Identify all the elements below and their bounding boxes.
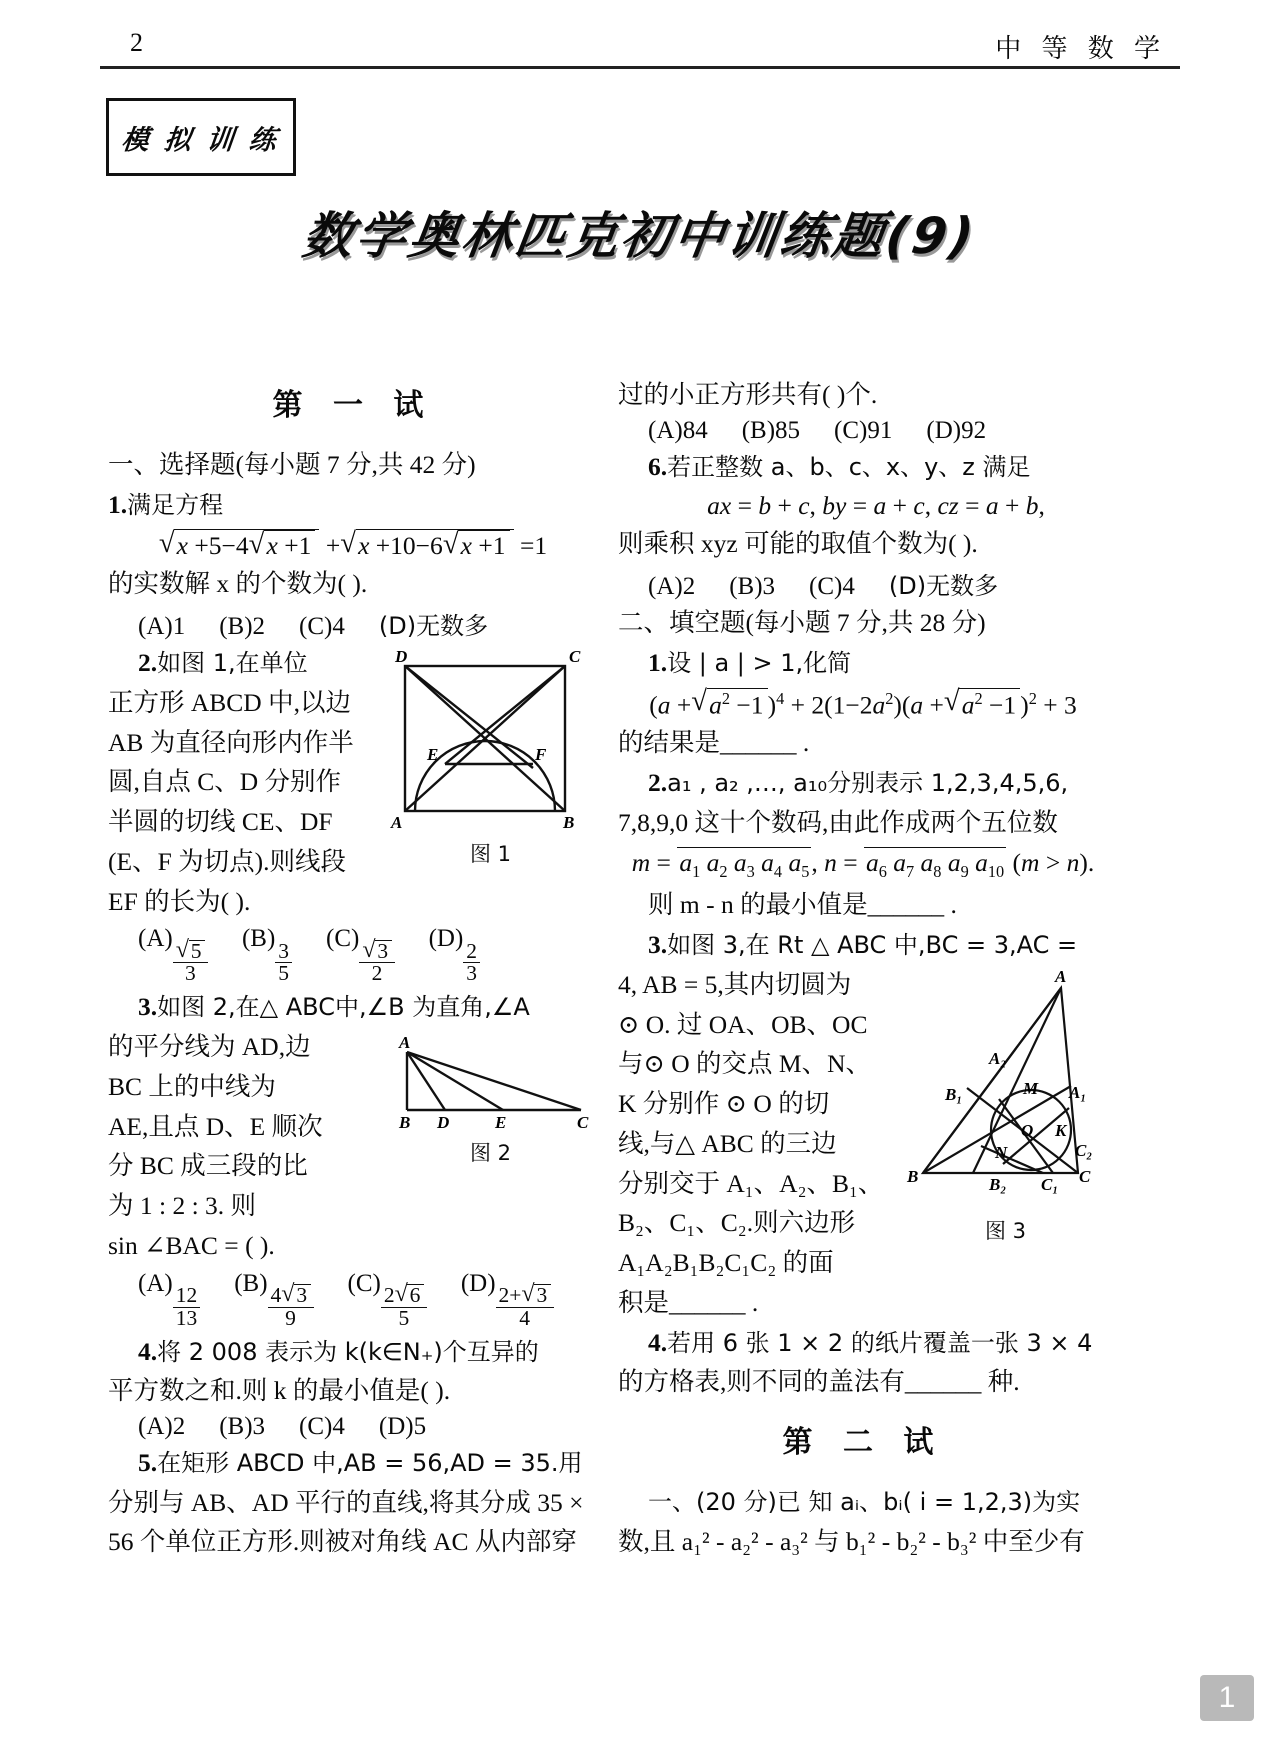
fill-3-line-7: 分别交于 A₁、A₂、B₁、 xyxy=(618,1168,884,1198)
figure-3-caption: 图 3 xyxy=(984,1218,1027,1243)
figure-2-drawing xyxy=(383,1030,598,1135)
figure-3-label-O: O xyxy=(1021,1120,1034,1140)
problem-4-option-d[interactable]: (D)5 xyxy=(378,1412,427,1440)
problem-3-line-6: 为 1 : 2 : 3. 则 xyxy=(108,1191,257,1221)
problem-6-option-d[interactable]: (D)无数多 xyxy=(888,572,999,601)
fill-4-line-2: 的方格表,则不同的盖法有______ 种. xyxy=(618,1367,1020,1397)
problem-4-number: 4. xyxy=(138,1336,158,1366)
fill-1-lead: 设 | a | > 1,化简 xyxy=(667,648,852,677)
problem-6-options xyxy=(618,566,1108,601)
figure-1-label-C: C xyxy=(569,647,581,667)
problem-2-line-5: 半圆的切线 CE、DF xyxy=(108,807,333,837)
figure-3-label-A2: A₂ xyxy=(989,1048,1007,1068)
problem-4-option-a[interactable]: (A)2 xyxy=(138,1412,186,1440)
fill-3-line-10: 积是______ . xyxy=(618,1287,759,1317)
fill-3-line-1: 如图 3,在 Rt △ ABC 中,BC = 3,AC = xyxy=(667,931,1078,960)
problem-3-option-a[interactable]: (A) $\frac{12}{13}$ xyxy=(138,1270,200,1330)
figure-3-label-B1: B₁ xyxy=(945,1084,963,1104)
journal-name: 中 等 数 学 xyxy=(995,34,1166,64)
problem-3-option-d[interactable]: (D) $\frac{2+ √ 3}{4}$ xyxy=(461,1270,554,1330)
page-title: 数学奥林匹克初中训练题(9) xyxy=(299,207,980,265)
problem-6-number: 6. xyxy=(648,451,668,481)
problem-2-line-3: AB 为直径向形内作半 xyxy=(108,727,354,757)
problem-1-option-c[interactable]: (C)4 xyxy=(299,613,345,641)
problem-2-option-b[interactable]: (B) $\frac{3}{5}$ xyxy=(242,925,292,985)
problem-5-option-a[interactable]: (A)84 xyxy=(648,416,708,444)
problem-2-line-4: 圆,自点 C、D 分别作 xyxy=(108,767,342,797)
problem-3-option-b[interactable]: (B) $\frac{4 √ 3}{9}$ xyxy=(234,1270,313,1330)
fill-3-line-2: 4, AB = 5,其内切圆为 xyxy=(618,969,852,999)
problem-5-number: 5. xyxy=(138,1447,158,1477)
problem-2-option-a[interactable]: (A) √ $\frac{5}{3}$ xyxy=(138,925,208,985)
figure-1-label-B: B xyxy=(563,813,575,833)
figure-2-label-C: C xyxy=(577,1113,589,1133)
problem-2-line-1: 如图 1,在单位 xyxy=(157,649,308,678)
problem-5-line-2: 分别与 AB、AD 平行的直线,将其分成 35 × xyxy=(108,1487,584,1517)
fill-1-equation: (a + √ $a^2 -1$ )$^4 + 2(1-2a^2)(a$ + √ $a^2 -1$ )$^2$ + 3 xyxy=(618,688,1108,721)
figure-3-label-M: M xyxy=(1023,1078,1039,1098)
problem-3-option-c[interactable]: (C) $\frac{2 √ 6}{5}$ xyxy=(348,1270,427,1330)
figure-3-drawing xyxy=(903,968,1108,1213)
fill-3-line-5: K 分别作 ⊙ O 的切 xyxy=(618,1089,830,1119)
second-1-line-1: (20 分)已 知 aᵢ、bᵢ( i = 1,2,3)为实 xyxy=(696,1488,1081,1517)
problem-1-option-d[interactable]: (D)无数多 xyxy=(378,612,489,641)
figure-3-label-C1: C₁ xyxy=(1041,1174,1059,1194)
problem-4-option-c[interactable]: (C)4 xyxy=(299,1412,345,1440)
fill-2-line-2: 7,8,9,0 这十个数码,由此作成两个五位数 xyxy=(618,807,1058,837)
right-column xyxy=(618,376,1108,1562)
fill-3-number: 3. xyxy=(648,930,668,960)
figure-2-label-A: A xyxy=(399,1033,411,1053)
figure-1-caption: 图 1 xyxy=(469,842,512,867)
figure-3-label-A1: A₁ xyxy=(1069,1082,1087,1102)
figure-3-label-C2: C₂ xyxy=(1075,1140,1093,1160)
figure-2 xyxy=(383,1030,598,1167)
left-column xyxy=(108,376,598,1563)
problem-2-line-6: (E、F 为切点).则线段 xyxy=(108,846,346,876)
corner-page-badge: 1 xyxy=(1200,1675,1254,1721)
problem-1-options xyxy=(108,606,598,641)
problem-5-option-c[interactable]: (C)91 xyxy=(834,416,893,444)
figure-1 xyxy=(383,646,598,868)
section-first-round: 第 一 试 xyxy=(272,388,434,423)
problem-6-option-b[interactable]: (B)3 xyxy=(729,573,776,601)
figure-3-label-A: A xyxy=(1055,967,1067,986)
problem-3-options xyxy=(108,1270,598,1330)
problem-2-line-7: EF 的长为( ). xyxy=(108,886,251,916)
fill-3-line-3: ⊙ O. 过 OA、OB、OC xyxy=(618,1009,868,1039)
problem-3-number: 3. xyxy=(138,992,158,1022)
problem-6-option-a[interactable]: (A)2 xyxy=(648,573,696,601)
section-badge-label: 模 拟 训 练 xyxy=(120,124,281,156)
problem-3-line-3: BC 上的中线为 xyxy=(108,1071,276,1101)
problem-5-line-4: 过的小正方形共有( )个. xyxy=(618,380,878,409)
figure-3-label-K: K xyxy=(1055,1120,1067,1140)
fill-2-line-1: a₁ , a₂ ,…, a₁₀分别表示 1,2,3,4,5,6, xyxy=(667,768,1069,797)
problem-6-equation: ax = b + c, by = a + c, cz = a + b, xyxy=(707,491,1045,521)
problem-2-option-c[interactable]: (C) √ $\frac{3}{2}$ xyxy=(326,925,395,985)
fill-3-line-9: A₁A₂B₁B₂C₁C₂ 的面 xyxy=(618,1248,834,1278)
problem-2-options xyxy=(108,925,598,985)
problem-1-option-b[interactable]: (B)2 xyxy=(219,613,266,641)
section-badge xyxy=(106,98,296,176)
problem-2-number: 2. xyxy=(138,648,158,678)
page-header xyxy=(100,24,1180,72)
problem-3-line-5: 分 BC 成三段的比 xyxy=(108,1151,308,1181)
second-1-line-2: 数,且 a₁² - a₂² - a₃² 与 b₁² - b₂² - b₃² 中至少有 xyxy=(618,1526,1085,1556)
figure-2-label-E: E xyxy=(495,1113,507,1133)
problem-5-option-b[interactable]: (B)85 xyxy=(741,416,801,444)
problem-6-tail: 则乘积 xyz 可能的取值个数为( ). xyxy=(618,529,978,559)
problem-3-line-1: 如图 2,在△ ABC中,∠B 为直角,∠A xyxy=(157,993,530,1022)
fill-1-tail: 的结果是______ . xyxy=(618,728,810,758)
problem-4-line-2: 平方数之和.则 k 的最小值是( ). xyxy=(108,1376,451,1406)
problem-1-tail: 的实数解 x 的个数为( ). xyxy=(108,569,368,599)
figure-1-label-A: A xyxy=(391,813,403,833)
figure-1-label-F: F xyxy=(535,745,547,765)
problem-5-line-3: 56 个单位正方形.则被对角线 AC 从内部穿 xyxy=(108,1527,577,1557)
fill-4-number: 4. xyxy=(648,1327,668,1357)
figure-2-label-D: D xyxy=(437,1113,450,1133)
problem-3-line-7: sin ∠BAC = ( ). xyxy=(108,1230,275,1260)
problem-4-options xyxy=(108,1413,598,1441)
figure-1-label-D: D xyxy=(395,647,408,667)
problem-1-lead: 满足方程 xyxy=(127,490,224,519)
fill-3-line-6: 线,与△ ABC 的三边 xyxy=(618,1128,837,1158)
fill-3-line-4: 与⊙ O 的交点 M、N、 xyxy=(618,1049,871,1079)
problem-4-line-1: 将 2 008 表示为 k(k∈N₊)个互异的 xyxy=(157,1337,539,1366)
figure-3-label-C: C xyxy=(1079,1166,1091,1186)
problem-3-line-4: AE,且点 D、E 顺次 xyxy=(108,1111,323,1141)
problem-6-lead: 若正整数 a、b、c、x、y、z 满足 xyxy=(667,452,1031,481)
section-second-round: 第 二 试 xyxy=(782,1425,944,1461)
problem-2-option-d[interactable]: (D) $\frac{2}{3}$ xyxy=(429,925,480,985)
choice-section-header: 一、选择题(每小题 7 分,共 42 分) xyxy=(108,450,476,479)
fill-2-tail: 则 m - n 的最小值是______ . xyxy=(648,890,957,920)
header-rule xyxy=(100,66,1180,69)
figure-3-label-B2: B₂ xyxy=(989,1174,1007,1194)
problem-1-equation: √ x +5−4 √ x +1 + √ x +10−6 √ x +1 =1 xyxy=(108,529,598,561)
problem-5-options xyxy=(618,417,1108,445)
figure-1-drawing xyxy=(383,646,598,836)
fill-section-header: 二、填空题(每小题 7 分,共 28 分) xyxy=(618,608,986,638)
fill-4-line-1: 若用 6 张 1 × 2 的纸片覆盖一张 3 × 4 xyxy=(667,1328,1093,1357)
figure-3 xyxy=(903,968,1108,1245)
figure-2-label-B: B xyxy=(399,1113,411,1133)
figure-3-label-B: B xyxy=(907,1166,919,1186)
problem-1-option-a[interactable]: (A)1 xyxy=(138,613,186,641)
figure-1-label-E: E xyxy=(427,745,439,765)
fill-2-number: 2. xyxy=(648,767,668,797)
page-number: 2 xyxy=(130,28,143,57)
second-1-number: 一、 xyxy=(648,1488,696,1517)
problem-3-line-2: 的平分线为 AD,边 xyxy=(108,1032,311,1062)
problem-2-line-2: 正方形 ABCD 中,以边 xyxy=(108,687,351,717)
fill-1-number: 1. xyxy=(648,647,668,677)
fill-3-line-8: B₂、C₁、C₂.则六边形 xyxy=(618,1208,856,1238)
fill-2-equation: $m = a_1$ $a_2$ $a_3$ $a_4$ $a_5$, $n = a_6$ $a_7$ $a_8$ $a_9$ $a_{10}$ (m > n). xyxy=(631,848,1095,882)
problem-5-line-1: 在矩形 ABCD 中,AB = 56,AD = 35.用 xyxy=(157,1448,583,1477)
figure-3-label-N: N xyxy=(995,1142,1008,1162)
problem-4-option-b[interactable]: (B)3 xyxy=(219,1412,266,1440)
problem-6-option-c[interactable]: (C)4 xyxy=(809,573,855,601)
problem-1-number: 1. xyxy=(108,489,128,519)
figure-2-caption: 图 2 xyxy=(469,1141,512,1166)
problem-5-option-d[interactable]: (D)92 xyxy=(926,416,987,444)
